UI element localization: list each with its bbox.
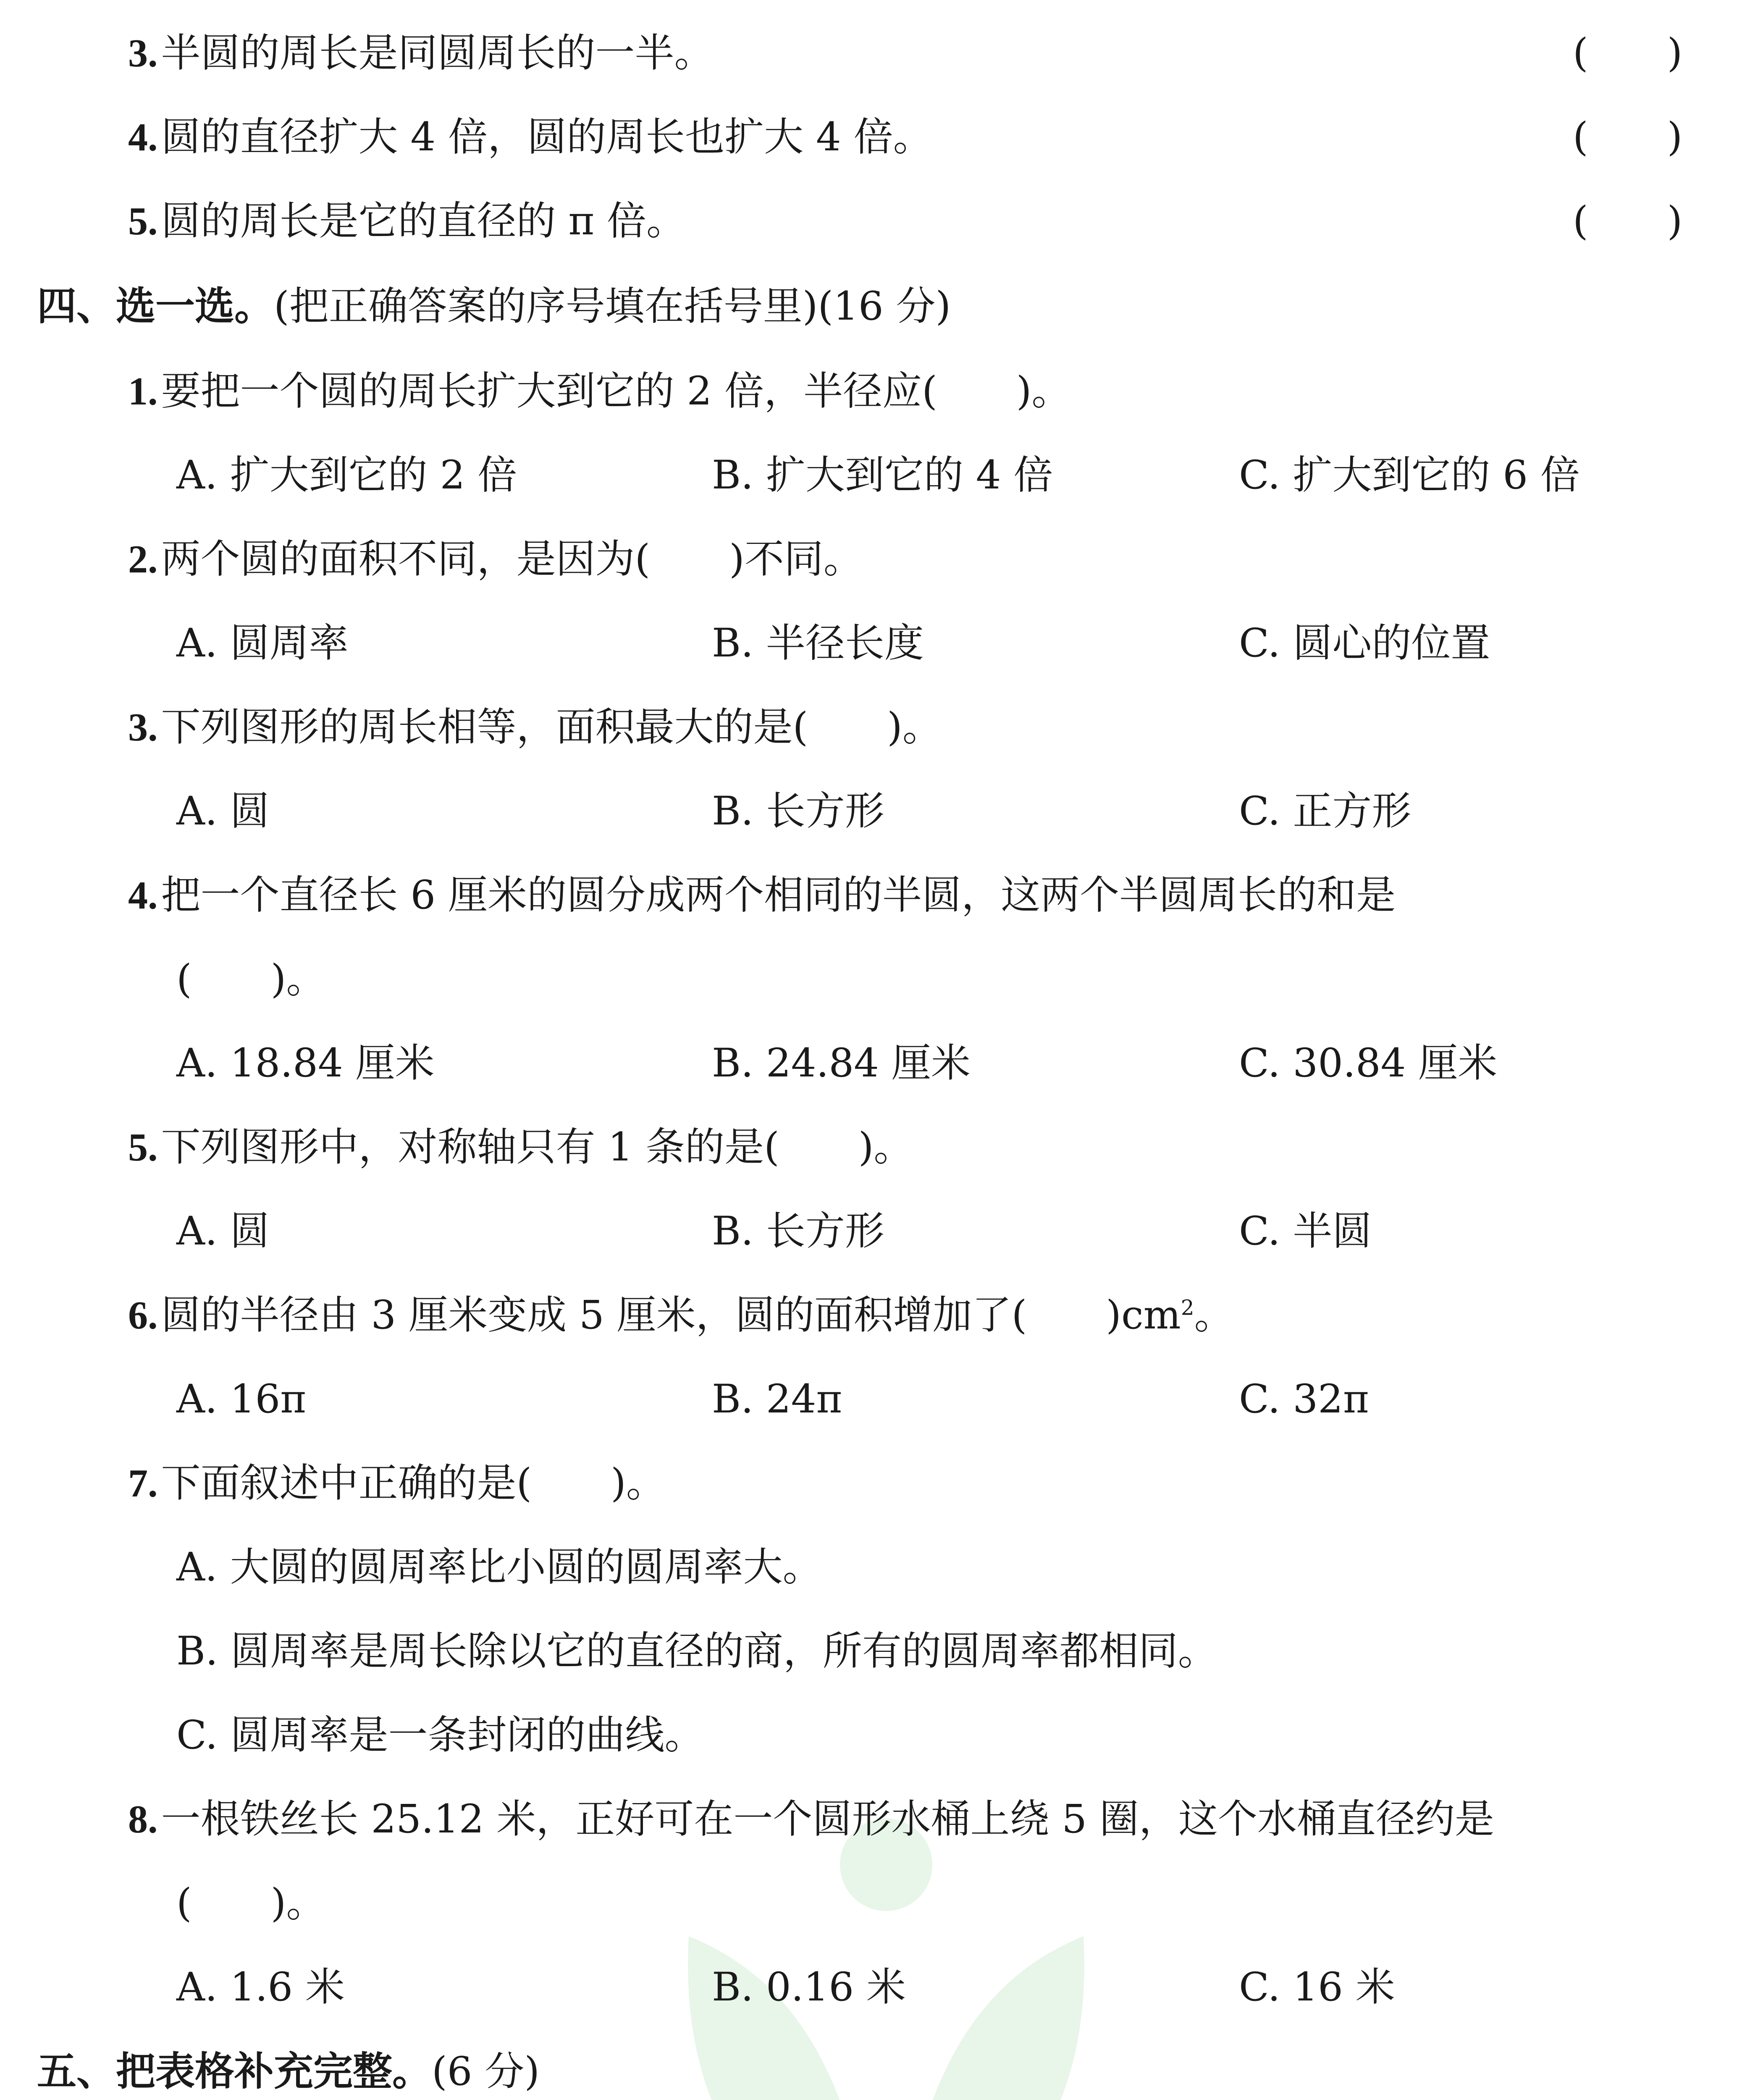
option-c: C. 16 米 — [1239, 1964, 1395, 2010]
tf-item — [128, 198, 686, 244]
item-number: 1. — [128, 370, 158, 413]
tf-item — [128, 114, 933, 160]
question — [128, 1460, 666, 1506]
watermark-logo — [655, 1798, 1117, 2100]
question-text: 把一个直径长 6 厘米的圆分成两个相同的半圆，这两个半圆周长的和是 — [161, 872, 1396, 918]
option-a: A. 1.6 米 — [176, 1964, 345, 2010]
item-number: 5. — [128, 1126, 158, 1169]
question-text: 下面叙述中正确的是( )。 — [161, 1460, 666, 1506]
option-b: B. 长方形 — [712, 788, 884, 834]
question-text: 下列图形的周长相等，面积最大的是( )。 — [161, 704, 942, 750]
item-number: 4. — [128, 116, 158, 159]
item-text: 圆的周长是它的直径的 π 倍。 — [161, 198, 686, 244]
option-a: A. 大圆的圆周率比小圆的圆周率大。 — [176, 1544, 822, 1590]
superscript: 2 — [1181, 1295, 1194, 1320]
question-text: 要把一个圆的周长扩大到它的 2 倍，半径应( )。 — [161, 368, 1071, 414]
question-text: 下列图形中，对称轴只有 1 条的是( )。 — [161, 1124, 913, 1170]
answer-blank: ( ) — [1573, 114, 1683, 160]
question-continuation: ( )。 — [176, 1880, 326, 1926]
option-c: C. 30.84 厘米 — [1239, 1040, 1498, 1086]
option-c: C. 半圆 — [1239, 1208, 1372, 1254]
section-title: 五、把表格补充完整。 — [37, 2048, 432, 2095]
item-text: 圆的直径扩大 4 倍，圆的周长也扩大 4 倍。 — [161, 114, 933, 160]
item-number: 3. — [128, 32, 158, 75]
logo-leaf-right — [895, 1936, 1084, 2100]
section-4-heading — [37, 283, 951, 329]
option-a: A. 圆 — [176, 788, 270, 834]
question — [128, 872, 1396, 918]
option-c: C. 正方形 — [1239, 788, 1412, 834]
section-5-heading — [37, 2048, 540, 2095]
option-c: C. 32π — [1239, 1376, 1369, 1422]
logo-leaf-left — [688, 1936, 878, 2100]
question — [128, 704, 942, 750]
option-c: C. 扩大到它的 6 倍 — [1239, 452, 1580, 498]
section-note: (把正确答案的序号填在括号里)(16 分) — [274, 284, 951, 329]
option-c: C. 圆周率是一条封闭的曲线。 — [176, 1712, 704, 1758]
option-a: A. 圆 — [176, 1208, 270, 1254]
question — [128, 1124, 913, 1170]
answer-blank: ( ) — [1573, 30, 1683, 76]
question — [128, 536, 863, 582]
answer-blank: ( ) — [1573, 198, 1683, 244]
item-number: 5. — [128, 200, 158, 243]
option-a: A. 18.84 厘米 — [176, 1040, 435, 1086]
tf-item — [128, 30, 714, 76]
item-number: 8. — [128, 1798, 158, 1841]
item-number: 3. — [128, 706, 158, 749]
question-text: 两个圆的面积不同，是因为( )不同。 — [161, 536, 863, 582]
option-a: A. 扩大到它的 2 倍 — [176, 452, 517, 498]
question — [128, 368, 1071, 414]
item-number: 7. — [128, 1462, 158, 1505]
section-title: 四、选一选。 — [37, 283, 274, 329]
question-tail: 。 — [1194, 1292, 1234, 1338]
option-b: B. 0.16 米 — [712, 1964, 906, 2010]
option-b: B. 扩大到它的 4 倍 — [712, 452, 1053, 498]
option-b: B. 24.84 厘米 — [712, 1040, 971, 1086]
question-text: 一根铁丝长 25.12 米，正好可在一个圆形水桶上绕 5 圈，这个水桶直径约是 — [161, 1796, 1494, 1842]
item-text: 半圆的周长是同圆周长的一半。 — [161, 30, 714, 76]
question — [128, 1292, 1234, 1338]
option-a: A. 16π — [176, 1376, 307, 1422]
option-c: C. 圆心的位置 — [1239, 620, 1490, 666]
option-b: B. 半径长度 — [712, 620, 924, 666]
option-a: A. 圆周率 — [176, 620, 349, 666]
question-text: 圆的半径由 3 厘米变成 5 厘米，圆的面积增加了( )cm — [161, 1292, 1181, 1338]
question-continuation: ( )。 — [176, 956, 326, 1002]
option-b: B. 长方形 — [712, 1208, 884, 1254]
item-number: 2. — [128, 538, 158, 581]
item-number: 4. — [128, 874, 158, 917]
item-number: 6. — [128, 1294, 158, 1337]
option-b: B. 24π — [712, 1376, 842, 1422]
option-b: B. 圆周率是周长除以它的直径的商，所有的圆周率都相同。 — [176, 1628, 1217, 1674]
section-note: (6 分) — [432, 2049, 540, 2095]
question — [128, 1796, 1494, 1842]
